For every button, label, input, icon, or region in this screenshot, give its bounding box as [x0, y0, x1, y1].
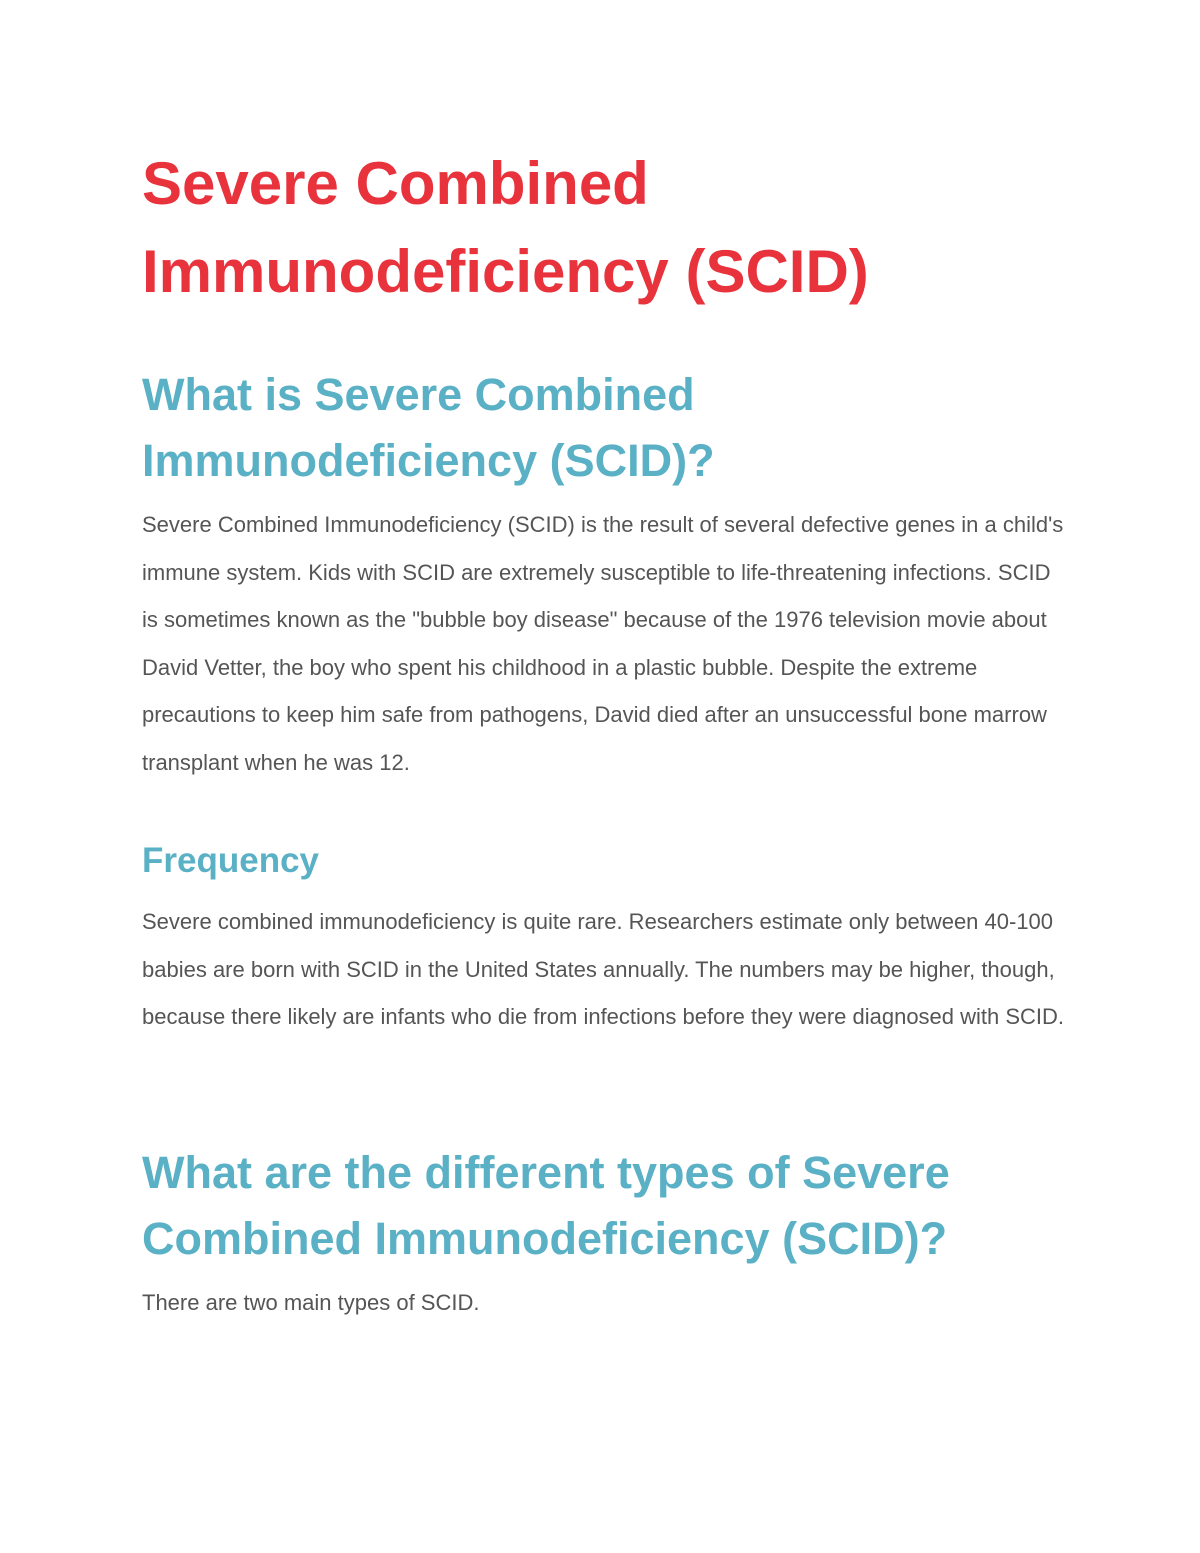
document-title: Severe Combined Immunodeficiency (SCID) [142, 150, 869, 305]
section-heading-what-is-scid: What is Severe Combined Immunodeficiency (SCID)? [142, 369, 715, 486]
section-heading-types-of-scid: What are the different types of Severe Combined Immunodeficiency (SCID)? [142, 1147, 950, 1264]
section-paragraph-types-of-scid [142, 1279, 1072, 1327]
paragraph-text: Severe Combined Immunodeficiency (SCID) is the result of several defective genes in a child's immune system. Kids with SCID are extremely susceptible to life-threatening infections. SCID is sometimes known as the "bubble boy disease" because of the 1976 television movie about David Vetter, the boy who spent his childhood in a plastic bubble. Despite the extreme precautions to keep him safe from pathogens, David died after an unsuccessful bone marrow transplant when he was 12. [142, 512, 1064, 775]
section-paragraph-frequency [142, 898, 1072, 1041]
section-heading-frequency: Frequency [142, 841, 319, 880]
section-paragraph-what-is-scid [142, 501, 1072, 786]
paragraph-text: There are two main types of SCID. [142, 1290, 480, 1315]
paragraph-text: Severe combined immunodeficiency is quite rare. Researchers estimate only between 40-100 babies are born with SCID in the United States annually. The numbers may be higher, though, because there likely are infants who die from infections before they were diagnosed with SCID. [142, 909, 1065, 1029]
